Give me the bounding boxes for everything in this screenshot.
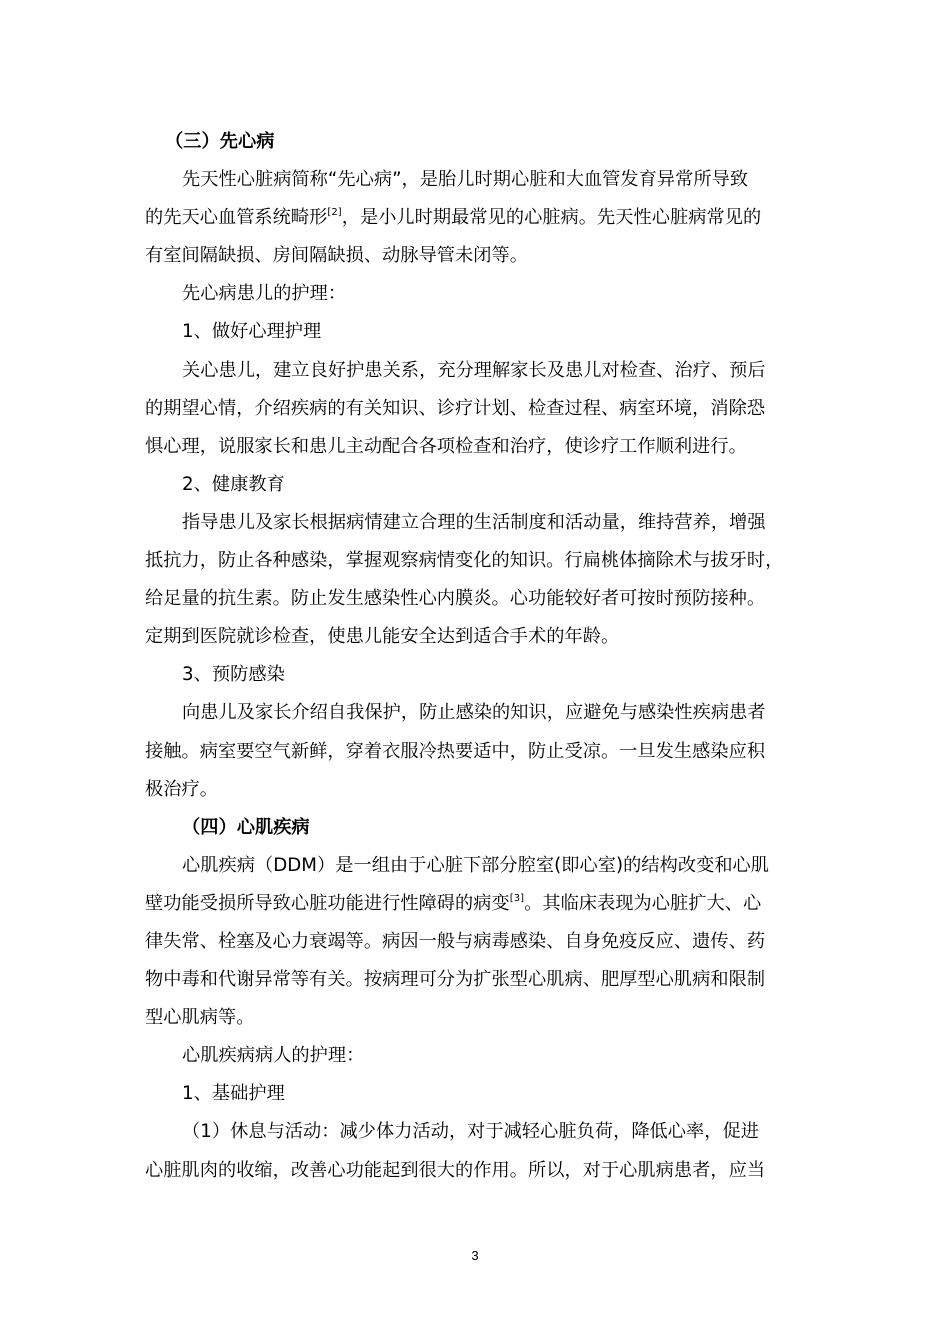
text-line <box>145 847 805 885</box>
text-line <box>145 961 805 999</box>
text-line <box>145 161 805 199</box>
line-text: 惧心理，说服家长和患儿主动配合各项检查和治疗，使诊疗工作顺利进行。 <box>145 435 747 457</box>
text-line <box>145 1075 805 1113</box>
text-line <box>145 428 805 466</box>
line-text: 心肌疾病（DDM）是一组由于心脏下部分腔室(即心室)的结构改变和心肌 <box>182 854 770 876</box>
line-text: 心肌疾病病人的护理： <box>182 1045 365 1067</box>
section-heading <box>145 809 805 847</box>
text-line <box>145 694 805 732</box>
line-text: （三）先心病 <box>165 131 275 152</box>
line-text: 给足量的抗生素。防止发生感染性心内膜炎。心功能较好者可按时预防接种。 <box>145 588 766 610</box>
line-text: 关心患儿，建立良好护患关系，充分理解家长及患儿对检查、治疗、预后 <box>182 359 766 381</box>
text-line <box>145 923 805 961</box>
section-heading <box>145 123 805 161</box>
line-text: 先心病患儿的护理： <box>182 283 347 305</box>
line-text: 心脏肌肉的收缩，改善心功能起到很大的作用。所以，对于心肌病患者，应当 <box>145 1159 766 1181</box>
line-text: （1）休息与活动：减少体力活动，对于减轻心脏负荷，降低心率，促进 <box>182 1121 759 1143</box>
text-line <box>145 1152 805 1190</box>
page-number: 3 <box>471 1248 479 1263</box>
line-text: 的先天心血管系统畸形 <box>145 207 328 229</box>
text-line <box>145 999 805 1037</box>
text-line <box>145 352 805 390</box>
text-line <box>145 237 805 275</box>
text-line <box>145 466 805 504</box>
line-text-continued: ，是小儿时期最常见的心脏病。先天性心脏病常见的 <box>341 207 762 229</box>
line-text-continued: 。其临床表现为心脏扩大、心 <box>524 892 762 914</box>
line-text: 律失常、栓塞及心力衰竭等。病因一般与病毒感染、自身免疫反应、遗传、药 <box>145 930 766 952</box>
line-text: 的期望心情，介绍疾病的有关知识、诊疗计划、检查过程、病室环境，消除恐 <box>145 397 766 419</box>
line-text: 3、预防感染 <box>182 664 285 686</box>
text-line <box>145 504 805 542</box>
citation-superscript: [2] <box>327 207 342 219</box>
line-text: 壁功能受损所导致心脏功能进行性障碍的病变 <box>145 892 510 914</box>
text-line <box>145 275 805 313</box>
line-text: 抵抗力，防止各种感染，掌握观察病情变化的知识。行扁桃体摘除术与拔牙时， <box>145 550 784 572</box>
text-line <box>145 733 805 771</box>
text-line <box>145 885 805 923</box>
text-line <box>145 771 805 809</box>
text-line <box>145 580 805 618</box>
line-text: 有室间隔缺损、房间隔缺损、动脉导管未闭等。 <box>145 245 528 267</box>
text-line <box>145 390 805 428</box>
text-line <box>145 1037 805 1075</box>
line-text: 1、做好心理护理 <box>182 321 322 343</box>
text-line <box>145 199 805 237</box>
line-text: 接触。病室要空气新鲜，穿着衣服冷热要适中，防止受凉。一旦发生感染应积 <box>145 740 766 762</box>
body-text <box>145 123 805 1190</box>
line-text: 物中毒和代谢异常等有关。按病理可分为扩张型心肌病、肥厚型心肌病和限制 <box>145 969 766 991</box>
line-text: 定期到医院就诊检查，使患儿能安全达到适合手术的年龄。 <box>145 626 620 648</box>
text-line <box>145 542 805 580</box>
line-text: 指导患儿及家长根据病情建立合理的生活制度和活动量，维持营养，增强 <box>182 511 766 533</box>
text-line <box>145 313 805 351</box>
line-text: 极治疗。 <box>145 778 218 800</box>
line-text: 2、健康教育 <box>182 473 285 495</box>
citation-superscript: [3] <box>509 892 525 904</box>
line-text: 向患儿及家长介绍自我保护，防止感染的知识，应避免与感染性疾病患者 <box>182 702 766 724</box>
line-text: （四）心肌疾病 <box>182 816 310 838</box>
line-text: 1、基础护理 <box>182 1083 285 1105</box>
text-line <box>145 656 805 694</box>
text-line <box>145 618 805 656</box>
text-line <box>145 1113 805 1151</box>
line-text: 先天性心脏病简称“先心病”，是胎儿时期心脏和大血管发育异常所导致 <box>182 169 749 191</box>
line-text: 型心肌病等。 <box>145 1007 255 1029</box>
